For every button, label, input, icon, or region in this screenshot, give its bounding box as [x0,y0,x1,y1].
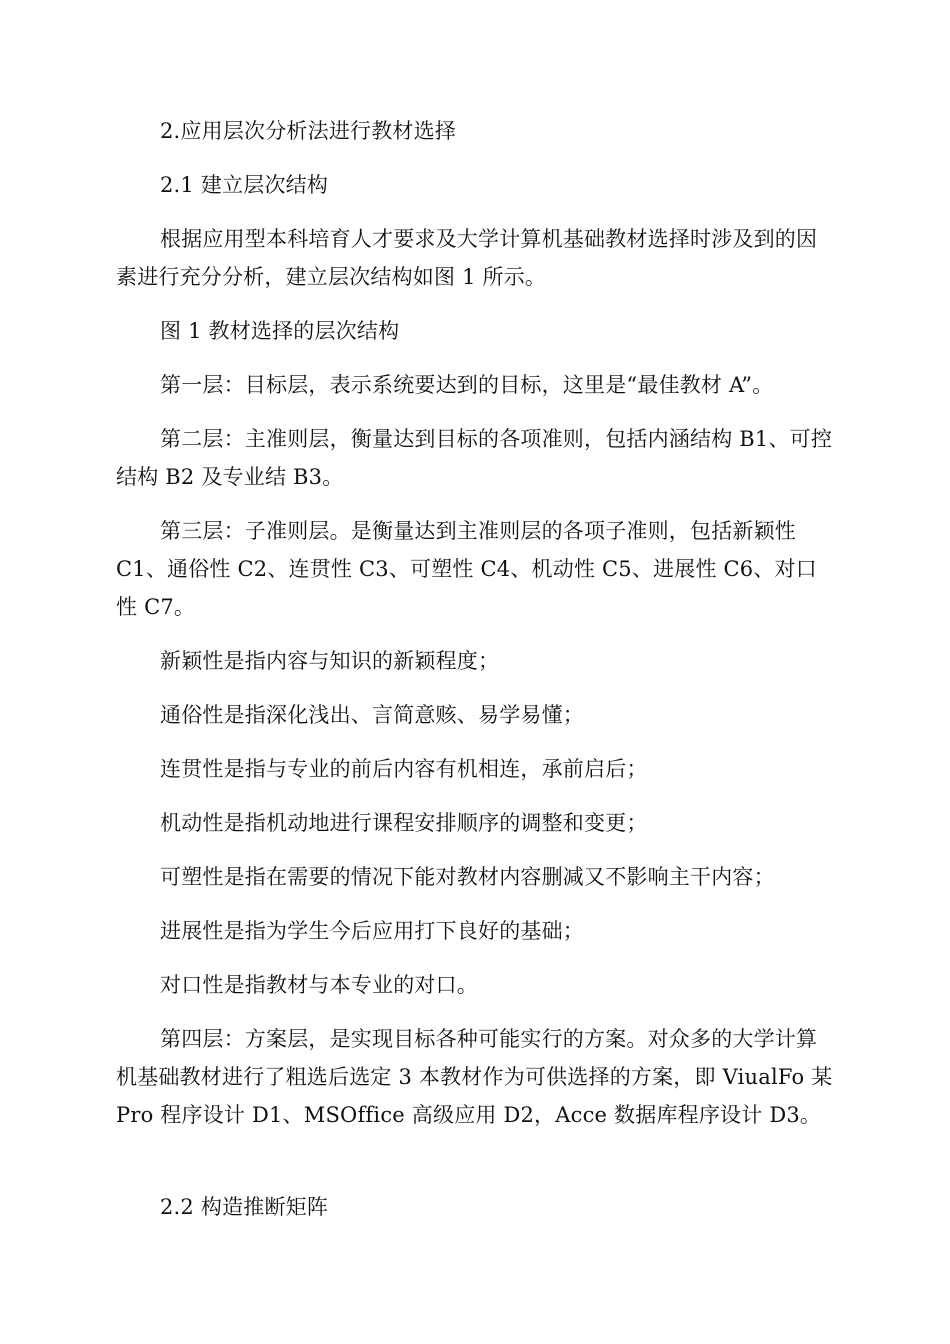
layer-2-paragraph: 第二层：主准则层，衡量达到目标的各项准则，包括内涵结构 B1、可控结构 B2 及专业结 B3。 [116,427,833,489]
definition-popular: 通俗性是指深化浅出、言简意赅、易学易懂； [160,703,584,727]
layer-4-paragraph: 第四层：方案层，是实现目标各种可能实行的方案。对众多的大学计算机基础教材进行了粗选后选定 3 本教材作为可供选择的方案，即 ViualFo 某 Pro 程序设计 D1、MSOffice 高级应用 D2，Acce 数据库程序设计 D3。 [116,1027,833,1127]
figure-caption: 图 1 教材选择的层次结构 [160,319,400,343]
intro-paragraph: 根据应用型本科培育人才要求及大学计算机基础教材选择时涉及到的因素进行充分分析，建立层次结构如图 1 所示。 [116,227,818,289]
subsection-heading-2-2: 2.2 构造推断矩阵 [160,1195,329,1219]
definition-novelty: 新颖性是指内容与知识的新颖程度； [160,649,500,673]
definition-coherent: 连贯性是指与专业的前后内容有机相连，承前启后； [160,757,648,781]
definition-match: 对口性是指教材与本专业的对口。 [160,973,478,997]
subsection-heading-2-1: 2.1 建立层次结构 [160,173,329,197]
section-heading-2: 2.应用层次分析法进行教材选择 [160,119,457,143]
layer-1-paragraph: 第一层：目标层，表示系统要达到的目标，这里是“最佳教材 A”。 [160,373,774,397]
layer-3-paragraph: 第三层：子准则层。是衡量达到主准则层的各项子准则，包括新颖性 C1、通俗性 C2、连贯性 C3、可塑性 C4、机动性 C5、进展性 C6、对口性 C7。 [116,519,817,619]
definition-progress: 进展性是指为学生今后应用打下良好的基础； [160,919,584,943]
definition-flexible: 机动性是指机动地进行课程安排顺序的调整和变更； [160,811,648,835]
definition-plastic: 可塑性是指在需要的情况下能对教材内容删减又不影响主干内容； [160,865,775,889]
